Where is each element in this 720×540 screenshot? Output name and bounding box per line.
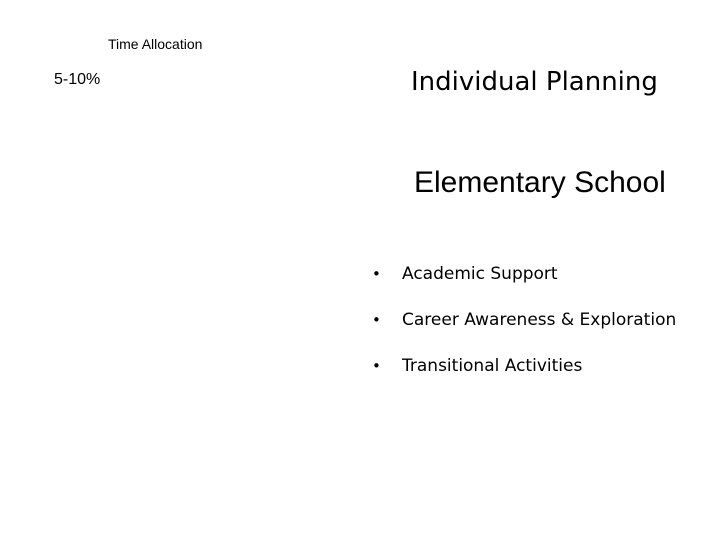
bullet-item-transitional-activities — [372, 356, 676, 402]
bullet-icon: • — [372, 311, 381, 329]
time-allocation-label: Time Allocation — [108, 36, 203, 52]
bullet-list — [372, 264, 676, 402]
bullet-text: Academic Support — [402, 264, 558, 284]
bullet-item-academic-support — [372, 264, 676, 310]
bullet-text: Transitional Activities — [402, 356, 583, 376]
bullet-text: Career Awareness & Exploration — [402, 310, 677, 330]
bullet-item-career-awareness — [372, 310, 676, 356]
percentage-value: 5-10% — [54, 71, 101, 88]
bullet-icon: • — [372, 357, 381, 375]
bullet-icon: • — [372, 265, 381, 283]
section-title: Individual Planning — [411, 67, 658, 97]
level-title: Elementary School — [414, 166, 666, 199]
